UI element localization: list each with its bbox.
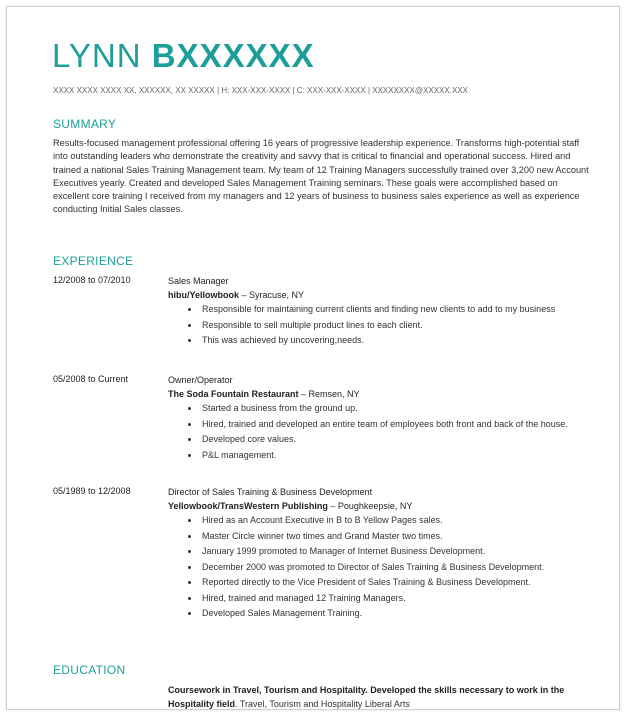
job-detail	[168, 374, 593, 464]
job-bullet: • P&L management.	[200, 449, 593, 463]
job-dates: 05/2008 to Current	[53, 374, 129, 384]
candidate-name	[52, 37, 315, 75]
job-bullets	[168, 303, 593, 348]
company-separator: –	[298, 389, 309, 399]
resume-page	[6, 6, 620, 710]
company-name: Yellowbook/TransWestern Publishing	[168, 501, 328, 511]
job-detail	[168, 486, 593, 623]
job-bullets	[168, 402, 593, 462]
job-detail	[168, 275, 593, 350]
job-bullet: • Master Circle winner two times and Grand Master two times.	[200, 530, 593, 544]
job-bullet: • Developed core values.	[200, 433, 593, 447]
last-name: BXXXXXX	[151, 37, 315, 74]
education-entry	[168, 683, 588, 711]
job-bullet: • Responsible to sell multiple product lines to each client.	[200, 319, 593, 333]
company-name: The Soda Fountain Restaurant	[168, 389, 299, 399]
contact-line: XXXX XXXX XXXX XX, XXXXXX, XX XXXXX | H: XXX-XXX-XXXX | C: XXX-XXX-XXXX | XXXXXXXX@XXXXX.XXX	[53, 86, 468, 95]
job-company-line	[168, 288, 593, 302]
education-program: . Travel, Tourism and Hospitality Liberal Arts	[235, 699, 410, 709]
job-title: Director of Sales Training & Business Development	[168, 487, 373, 497]
job-bullet: • Started a business from the ground up.	[200, 402, 593, 416]
job-bullets	[168, 514, 593, 621]
job-bullet: • Hired as an Account Executive in B to B Yellow Pages sales.	[200, 514, 593, 528]
company-name: hibu/Yellowbook	[168, 290, 240, 300]
job-dates: 12/2008 to 07/2010	[53, 275, 131, 285]
education-heading: EDUCATION	[53, 663, 126, 677]
first-name: LYNN	[52, 37, 142, 74]
job-title: Owner/Operator	[168, 375, 233, 385]
experience-heading: EXPERIENCE	[53, 254, 134, 268]
job-title: Sales Manager	[168, 276, 229, 286]
company-separator: –	[239, 290, 250, 300]
company-separator: –	[327, 501, 338, 511]
job-location: Syracuse, NY	[249, 290, 305, 300]
job-location: Poughkeepsie, NY	[337, 501, 413, 511]
job-bullet: • December 2000 was promoted to Director of Sales Training & Business Development.	[200, 561, 593, 575]
summary-heading: SUMMARY	[53, 117, 117, 131]
job-location: Remsen, NY	[308, 389, 360, 399]
job-bullet: • January 1999 promoted to Manager of Internet Business Development.	[200, 545, 593, 559]
job-bullet: • Responsible for maintaining current clients and finding new clients to add to my business	[200, 303, 593, 317]
summary-text: Results-focused management professional offering 16 years of progressive leadership experience. Transforms high-potential staff into outstanding leaders who demonstrate the creativity and savvy that is critical to financial and operational success. Hired and trained a national Sales Training Management team. My team of 12 Training Managers successfully trained over 3,200 new Account Executives yearly. Created and developed Sales Management Training seminars. These goals were accomplished based on excellent core training I received from my managers and 12 years of business to business sales experience as well as experience conducting Initial Sales classes.	[53, 138, 589, 215]
job-company-line	[168, 499, 593, 513]
job-bullet: • Hired, trained and managed 12 Training Managers.	[200, 592, 593, 606]
job-bullet: • This was achieved by uncovering,needs.	[200, 334, 593, 348]
education-coursework: Coursework in Travel, Tourism and Hospitality. Developed the skills necessary to work in the Hospitality field	[168, 685, 565, 709]
job-company-line	[168, 387, 593, 401]
job-bullet: • Developed Sales Management Training.	[200, 607, 593, 621]
job-dates: 05/1989 to 12/2008	[53, 486, 131, 496]
job-bullet: • Hired, trained and developed an entire team of employees both front and back of the house.	[200, 418, 593, 432]
job-bullet: • Reported directly to the Vice President of Sales Training & Business Development.	[200, 576, 593, 590]
